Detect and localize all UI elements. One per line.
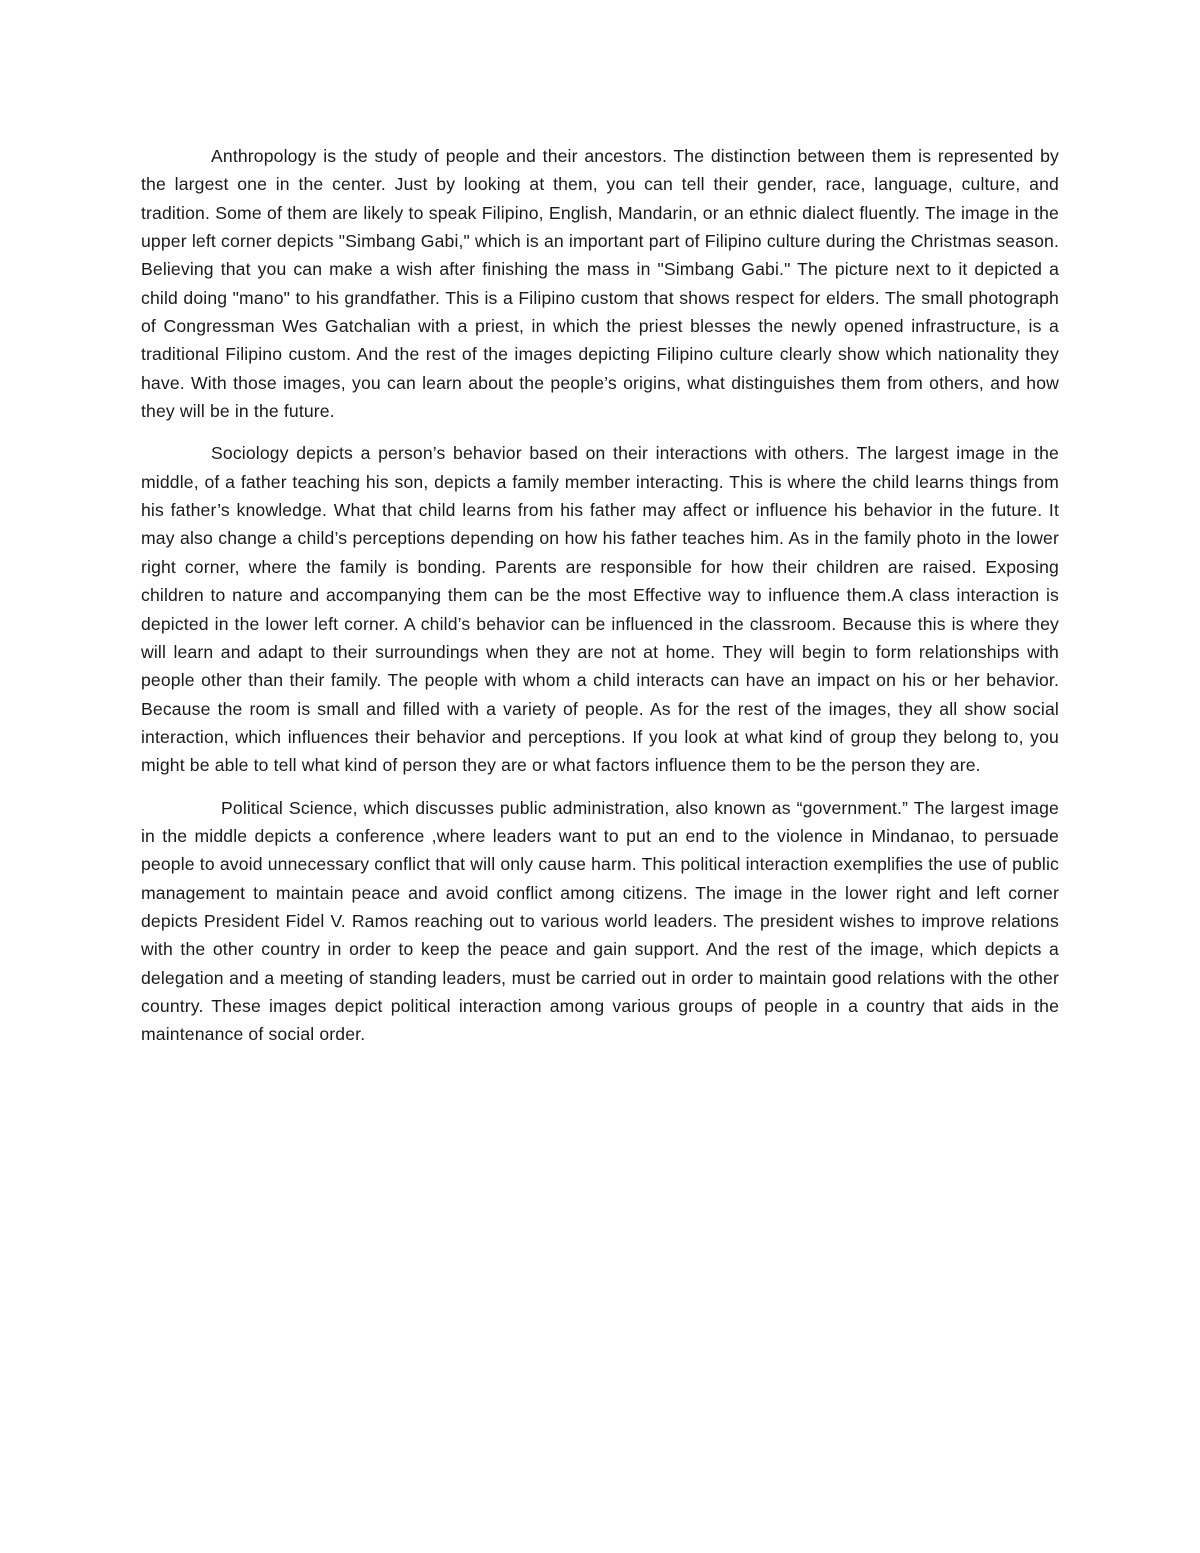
paragraph-sociology: Sociology depicts a person’s behavior based on their interactions with others. The largest image in the middle, of a father teaching his son, depicts a family member interacting. This is where the child learns things from his father’s knowledge. What that child learns from his father may affect or influence his behavior in the future. It may also change a child’s perceptions depending on how his father teaches him. As in the family photo in the lower right corner, where the family is bonding. Parents are responsible for how their children are raised. Exposing children to nature and accompanying them can be the most Effective way to influence them.A class interaction is depicted in the lower left corner. A child’s behavior can be influenced in the classroom. Because this is where they will learn and adapt to their surroundings when they are not at home. They will begin to form relationships with people other than their family. The people with whom a child interacts can have an impact on his or her behavior. Because the room is small and filled with a variety of people. As for the rest of the images, they all show social interaction, which influences their behavior and perceptions. If you look at what kind of group they belong to, you might be able to tell what kind of person they are or what factors influence them to be the person they are. (141, 443, 1059, 776)
paragraph-anthropology: Anthropology is the study of people and their ancestors. The distinction between them is represented by the largest one in the center. Just by looking at them, you can tell their gender, race, language, culture, and tradition. Some of them are likely to speak Filipino, English, Mandarin, or an ethnic dialect fluently. The image in the upper left corner depicts "Simbang Gabi," which is an important part of Filipino culture during the Christmas season. Believing that you can make a wish after finishing the mass in "Simbang Gabi." The picture next to it depicted a child doing "mano" to his grandfather. This is a Filipino custom that shows respect for elders. The small photograph of Congressman Wes Gatchalian with a priest, in which the priest blesses the newly opened infrastructure, is a traditional Filipino custom. And the rest of the images depicting Filipino culture clearly show which nationality they have. With those images, you can learn about the people’s origins, what distinguishes them from others, and how they will be in the future. (141, 146, 1059, 422)
paragraph-political-science: Political Science, which discusses public administration, also known as “government.” The largest image in the middle depicts a conference ,where leaders want to put an end to the violence in Mindanao, to persuade people to avoid unnecessary conflict that will only cause harm. This political interaction exemplifies the use of public management to maintain peace and avoid conflict among citizens. The image in the lower right and left corner depicts President Fidel V. Ramos reaching out to various world leaders. The president wishes to improve relations with the other country in order to keep the peace and gain support. And the rest of the image, which depicts a delegation and a meeting of standing leaders, must be carried out in order to maintain good relations with the other country. These images depict political interaction among various groups of people in a country that aids in the maintenance of social order. (141, 797, 1059, 1045)
document-body (141, 142, 1059, 1049)
